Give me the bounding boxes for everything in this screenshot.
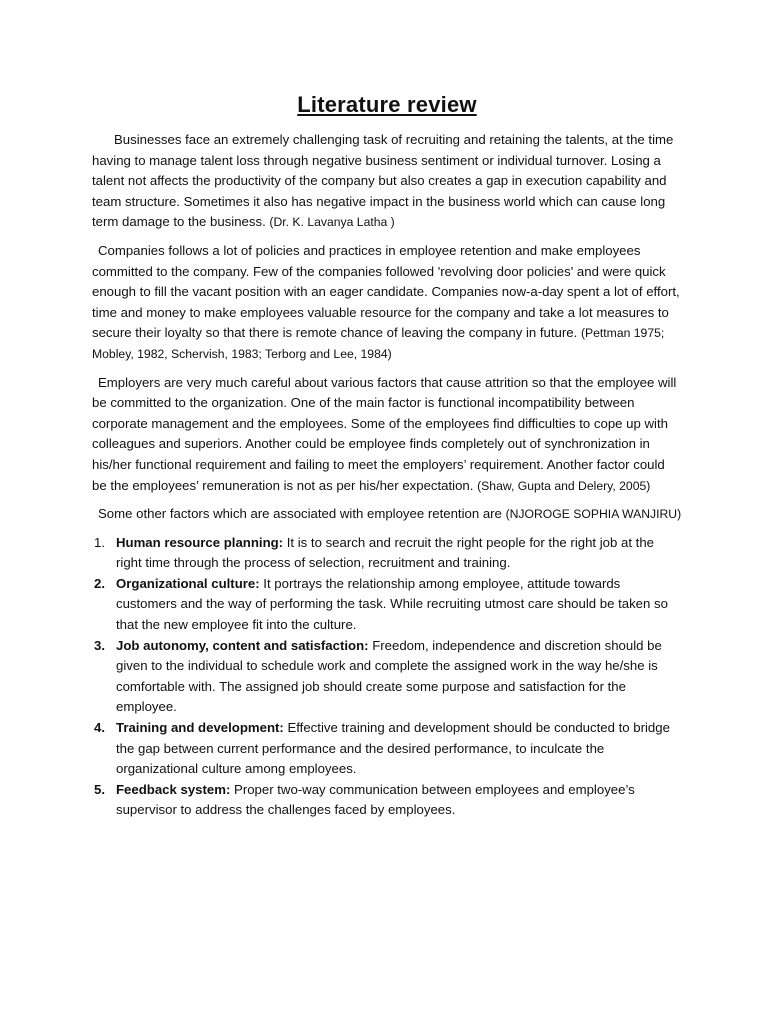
list-item-term: Training and development: (116, 720, 284, 736)
list-item (92, 533, 682, 574)
list-item (92, 636, 682, 718)
retention-factors-list (92, 533, 682, 821)
list-item-number: 5. (94, 781, 105, 797)
paragraph-1-text: Businesses face an extremely challenging task of recruiting and retaining the talents, at the time having to manage talent loss through negative business sentiment or individual turnover. Losing a talent not affects the productivity of the company but also creates a gap in execution capability and team structure. Sometimes it also has negative impact in the business world which can cause long term damage to the business. (92, 132, 674, 230)
paragraph-1 (92, 130, 682, 233)
paragraph-4-citation: (NJOROGE SOPHIA WANJIRU) (505, 507, 682, 522)
list-item (92, 780, 682, 821)
list-item (92, 718, 682, 780)
list-item-number: 1. (94, 534, 105, 550)
list-item-text: It portrays the relationship among employee, attitude towards customers and the way of performing the task. While recruiting utmost care should be taken so that the new employee fit into the culture. (116, 575, 668, 633)
paragraph-2-citation: (Pettman 1975; Mobley, 1982, Schervish, 1983; Terborg and Lee, 1984) (92, 326, 665, 361)
list-item-text: It is to search and recruit the right people for the right job at the right time through the process of selection, recruitment and training. (116, 534, 655, 571)
document-page (92, 92, 682, 821)
list-item-number: 2. (94, 575, 105, 591)
paragraph-4 (92, 504, 682, 525)
page-title: Literature review (297, 92, 477, 117)
paragraph-3-text: Employers are very much careful about various factors that cause attrition so that the employee will be committed to the organization. One of the main factor is functional incompatibility between corporate management and the employees. Some of the employees find difficulties to cope up with colleagues and superiors. Another could be employee finds completely out of synchronization in his/her functional requirement and failing to meet the employers’ requirement. Another factor could be the employees’ remuneration is not as per his/her expectation. (92, 374, 677, 493)
list-item-term: Job autonomy, content and satisfaction: (116, 637, 369, 653)
list-item-term: Organizational culture: (116, 575, 260, 591)
paragraph-3 (92, 373, 682, 497)
paragraph-1-citation: (Dr. K. Lavanya Latha ) (269, 215, 395, 230)
list-item-term: Human resource planning: (116, 534, 284, 550)
list-item-text: Freedom, independence and discretion should be given to the individual to schedule work and complete the assigned work in the way he/she is comfortable with. The assigned job should create some purpose and satisfaction for the employee. (116, 637, 662, 715)
list-item-text: Proper two-way communication between employees and employee’s supervisor to address the challenges faced by employees. (116, 781, 635, 818)
list-item-term: Feedback system: (116, 781, 231, 797)
paragraph-2-text: Companies follows a lot of policies and practices in employee retention and make employees committed to the company. Few of the companies followed 'revolving door policies' and were quick enough to fill the vacant position with an eager candidate. Companies now-a-day spent a lot of effort, time and money to make employees valuable resource for the company and take a lot measures to secure their loyalty so that there is remote chance of leaving the company in future. (92, 242, 680, 341)
list-item-text: Effective training and development should be conducted to bridge the gap between current performance and the desired performance, to inculcate the organizational culture among employees. (116, 720, 670, 777)
list-item (92, 574, 682, 636)
list-item-number: 4. (94, 720, 105, 736)
paragraph-2 (92, 241, 682, 365)
list-item-number: 3. (94, 637, 105, 653)
paragraph-4-text: Some other factors which are associated with employee retention are (98, 506, 506, 522)
paragraph-3-citation: (Shaw, Gupta and Delery, 2005) (477, 478, 651, 493)
